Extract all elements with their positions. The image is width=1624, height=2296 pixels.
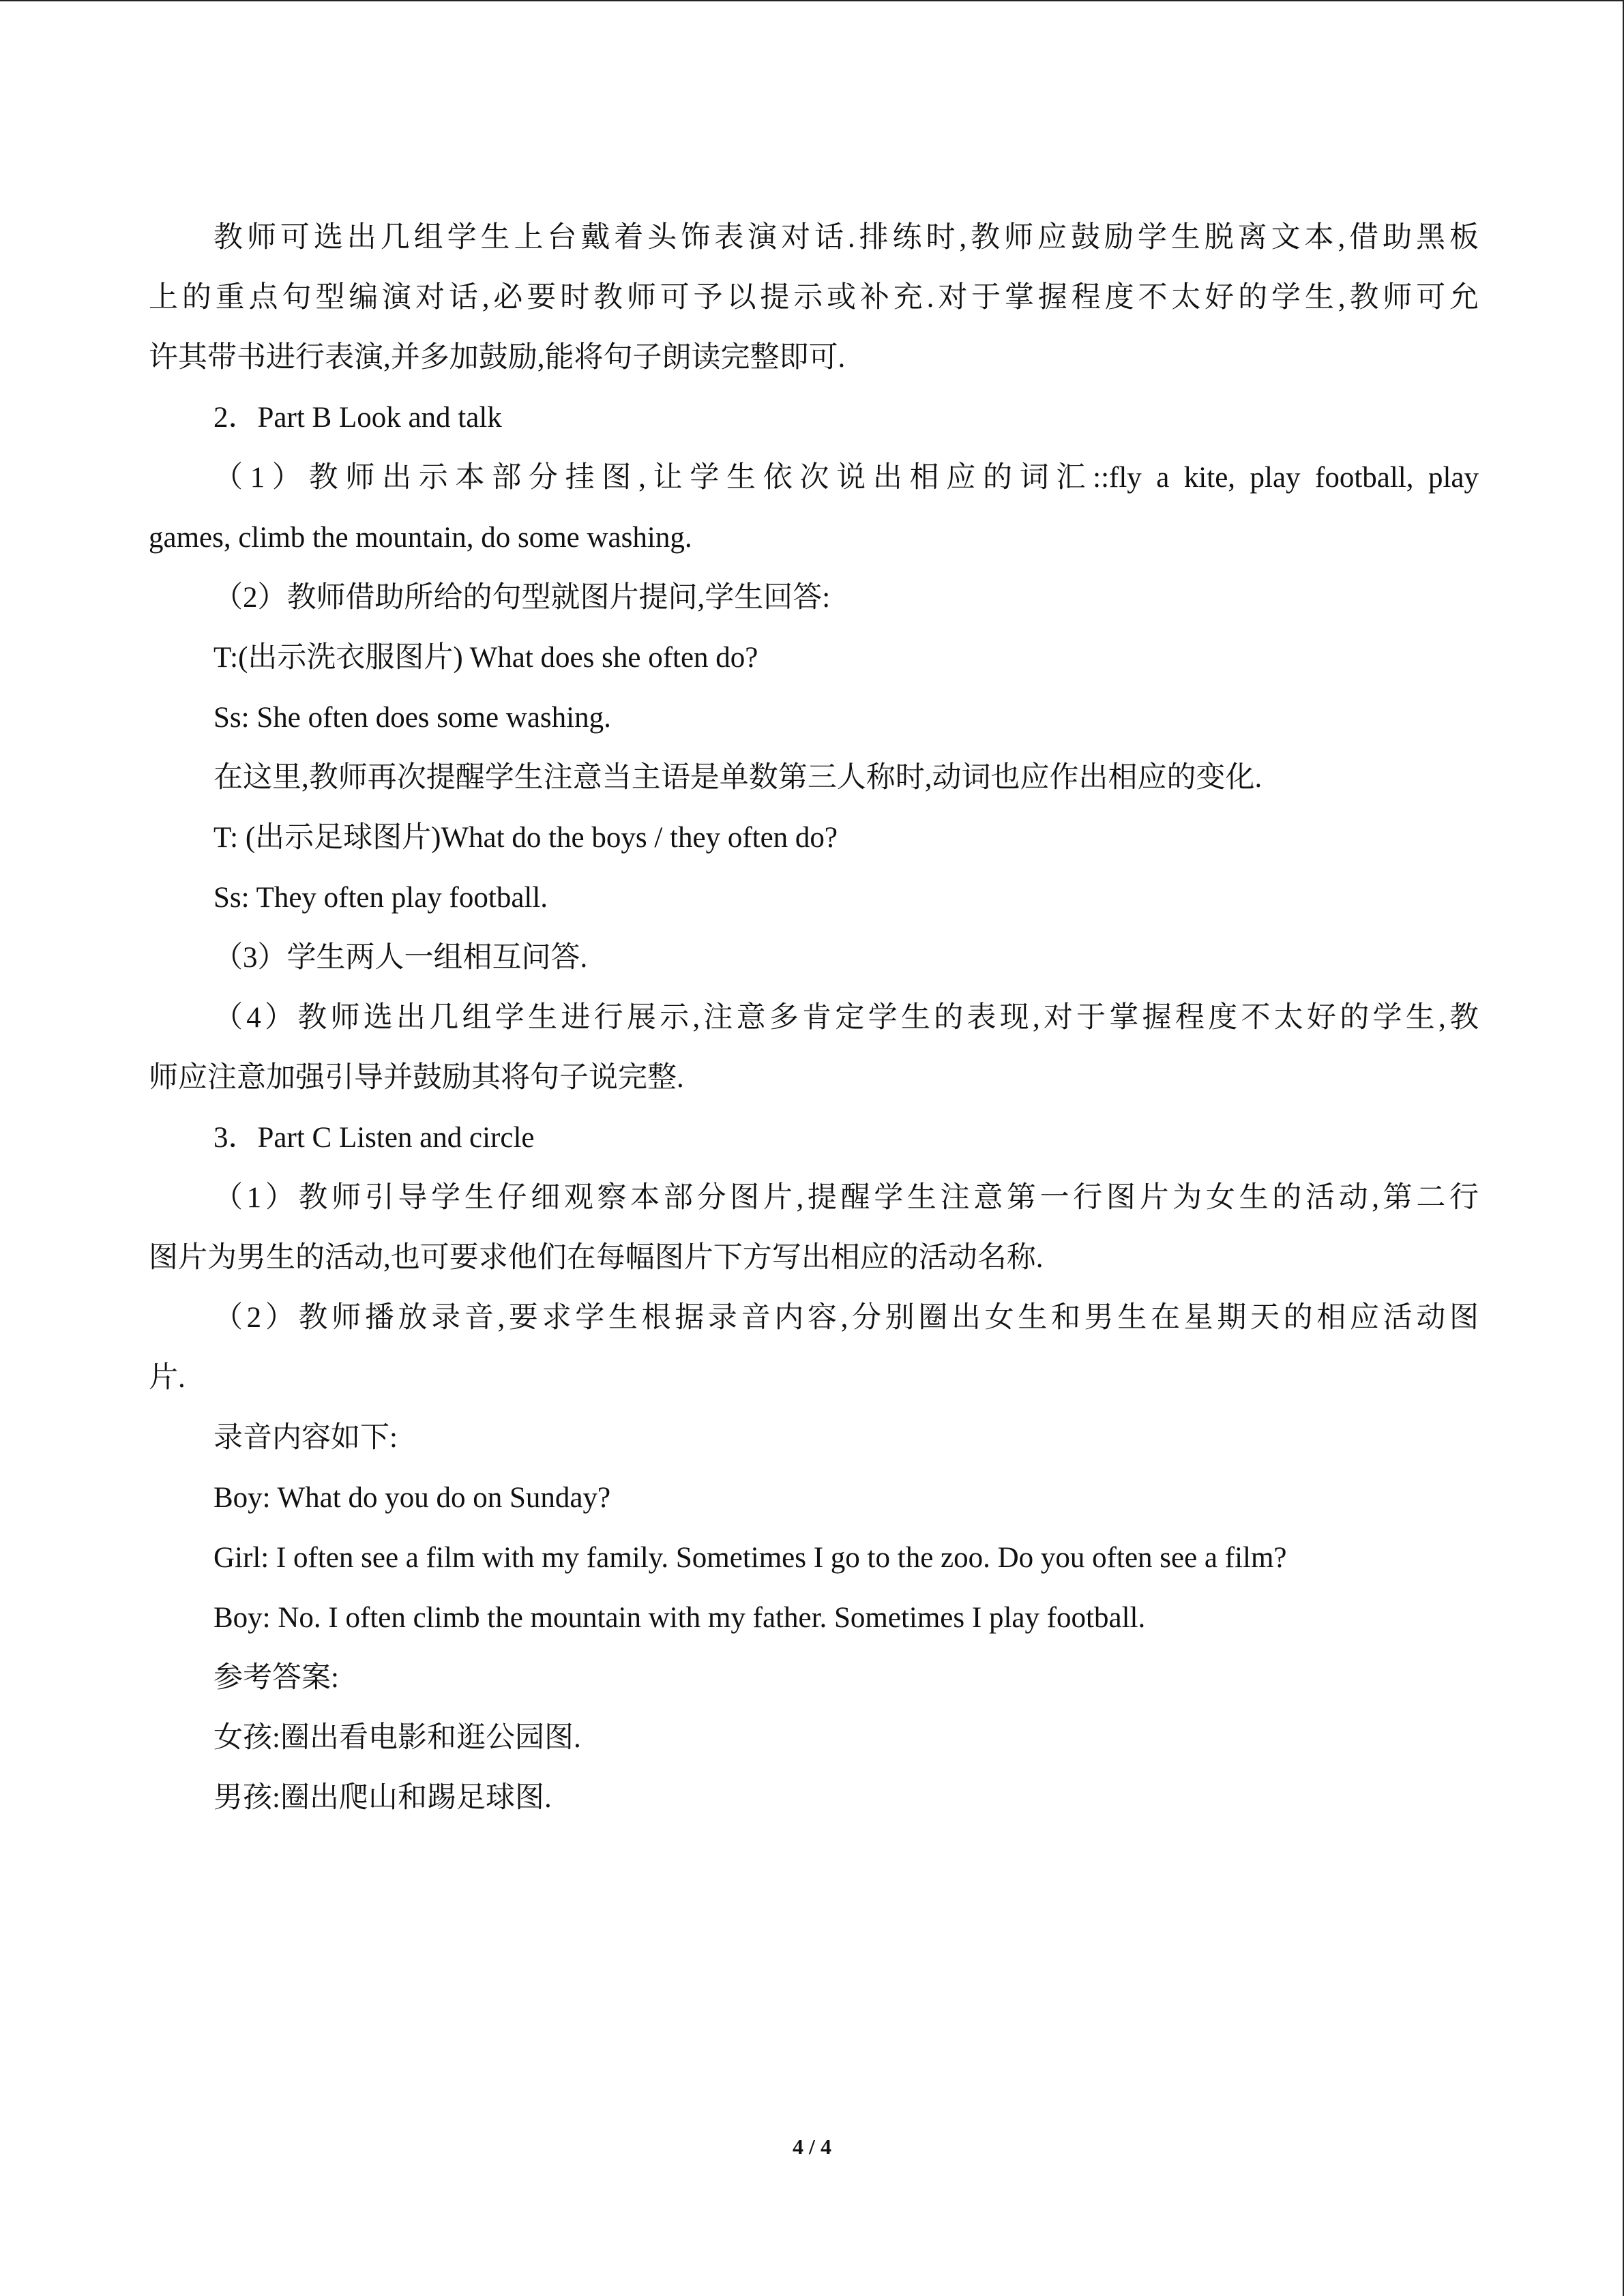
paragraph-line: （3）学生两人一组相互问答. bbox=[213, 942, 588, 974]
paragraph-line: （4）教师选出几组学生进行展示,注意多肯定学生的表现,对于掌握程度不太好的学生,教 bbox=[213, 1002, 1479, 1034]
paragraph-line: 许其带书进行表演,并多加鼓励,能将句子朗读完整即可. bbox=[149, 342, 846, 374]
dialogue-line: Ss: They often play football. bbox=[213, 882, 548, 914]
paragraph-line: （2）教师播放录音,要求学生根据录音内容,分别圈出女生和男生在星期天的相应活动图 bbox=[213, 1302, 1479, 1334]
answer-line: 男孩:圈出爬山和踢足球图. bbox=[213, 1782, 552, 1814]
paragraph-line: 参考答案: bbox=[213, 1662, 339, 1694]
dialogue-line: Boy: What do you do on Sunday? bbox=[213, 1482, 611, 1514]
dialogue-line: Ss: She often does some washing. bbox=[213, 702, 611, 734]
paragraph-line: games, climb the mountain, do some washing. bbox=[149, 522, 692, 554]
paragraph-line: （1）教师出示本部分挂图,让学生依次说出相应的词汇::fly a kite, play football, play bbox=[213, 462, 1479, 494]
paragraph-line: 师应注意加强引导并鼓励其将句子说完整. bbox=[149, 1062, 684, 1094]
answer-line: 女孩:圈出看电影和逛公园图. bbox=[213, 1722, 581, 1754]
paragraph-line: 教师可选出几组学生上台戴着头饰表演对话.排练时,教师应鼓励学生脱离文本,借助黑板 bbox=[213, 222, 1479, 254]
page-number: 4 / 4 bbox=[793, 2134, 831, 2159]
paragraph-line: （1）教师引导学生仔细观察本部分图片,提醒学生注意第一行图片为女生的活动,第二行 bbox=[213, 1182, 1479, 1214]
dialogue-line: Boy: No. I often climb the mountain with my father. Sometimes I play football. bbox=[213, 1602, 1146, 1634]
dialogue-line: T:(出示洗衣服图片) What does she often do? bbox=[213, 642, 758, 674]
paragraph-line: 片. bbox=[149, 1362, 186, 1394]
paragraph-line: 在这里,教师再次提醒学生注意当主语是单数第三人称时,动词也应作出相应的变化. bbox=[213, 762, 1263, 794]
paragraph-line: 上的重点句型编演对话,必要时教师可予以提示或补充.对于掌握程度不太好的学生,教师可允 bbox=[149, 282, 1479, 314]
section-heading: 2．Part B Look and talk bbox=[213, 402, 502, 434]
dialogue-line: T: (出示足球图片)What do the boys / they often do? bbox=[213, 822, 838, 854]
dialogue-line: Girl: I often see a film with my family. Sometimes I go to the zoo. Do you often see a film? bbox=[213, 1542, 1287, 1574]
section-heading: 3．Part C Listen and circle bbox=[213, 1122, 535, 1154]
document-body bbox=[149, 208, 1479, 1828]
paragraph-line: 录音内容如下: bbox=[213, 1422, 398, 1454]
paragraph-line: 图片为男生的活动,也可要求他们在每幅图片下方写出相应的活动名称. bbox=[149, 1242, 1044, 1274]
paragraph-line: （2）教师借助所给的句型就图片提问,学生回答: bbox=[213, 582, 831, 614]
